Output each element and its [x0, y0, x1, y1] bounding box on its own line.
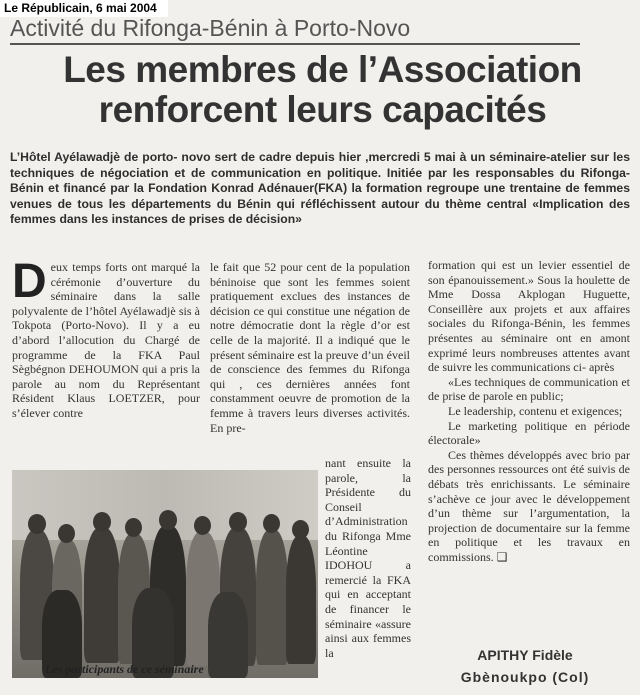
photo-figure-head — [125, 518, 142, 537]
column-3-paragraph-3: Le leadership, contenu et exigences; — [448, 403, 623, 418]
column-3 — [428, 258, 630, 564]
kicker-title: Activité du Rifonga-Bénin à Porto-Novo — [10, 13, 580, 45]
column-1-text: eux temps forts ont marqué la cérémonie d’ouverture du séminaire dans la salle polyvalente de l’hôtel Ayélawadjè sis à Tokpota (Porto-Novo). Il y a eu d’abord l’allocution du Chargé de programme de la FKA Paul Sègbégnon DEHOUMON qui a pris la parole au nom du Représentant Résident Klaus LOETZER, pour s’élever contre — [12, 260, 200, 420]
column-3-paragraph-4: Le marketing politique en période électorale» — [428, 418, 630, 448]
photo-figure-head — [28, 514, 46, 534]
photo-figure — [286, 536, 316, 664]
column-2-text: le fait que 52 pour cent de la population béninoise que sont les femmes soient pratiquement exclues des instances de décision ce qui constitue une négation de notre démocratie dont la règle d’or est celle de la majorité. Il a indiqué que le présent séminaire est la preuve d’un éveil de conscience des femmes du Rifonga qui , ces dernières années font constamment oeuvre de promotion de la femme à travers leurs diverses activités. En pre- — [210, 260, 410, 435]
column-2-continued — [325, 456, 411, 660]
photo-figure-head — [229, 512, 247, 532]
lead-paragraph: L’Hôtel Ayélawadjè de porto- novo sert de cadre depuis hier ,mercredi 5 mai à un séminaire-atelier sur les techniques de négociation et de communication en politique. Initiée par les responsables du Rifonga-Bénin et financé par la Fondation Konrad Adénauer(FKA) la formation regroupe une trentaine de femmes venues de tous les départements du Bénin qui réfléchissent autour du thème central «Implication des femmes dans les instances de prises de décision» — [10, 150, 630, 226]
photo-figure-head — [58, 524, 75, 543]
byline — [420, 644, 630, 688]
photo-figure — [84, 528, 120, 663]
photo-figure-head — [194, 516, 211, 535]
photo-figure-head — [292, 520, 309, 539]
photo-figure — [256, 530, 288, 665]
photo-figure-head — [159, 510, 177, 530]
photo-caption: Les participants de ce séminaire — [45, 662, 204, 676]
column-1 — [12, 255, 200, 421]
source-tag: Le Républicain, 6 mai 2004 — [0, 0, 168, 17]
column-2 — [210, 260, 410, 435]
byline-second: Gbènoukpo (Col) — [460, 669, 590, 685]
photo-figure-head — [93, 512, 111, 532]
column-3-paragraph-1: formation qui est un levier essentiel de son épanouissement.» Sous la houlette de Mme Dossa Akplogan Huguette, Conseillère aux projets et aux affaires sociales du Rifonga-Bénin, les femmes présentes au séminaire ont en amont exprimé leurs nombreuses attentes avant de suivre les communications ci- après — [428, 258, 630, 375]
drop-cap: D — [12, 255, 47, 308]
photo-figure-head — [263, 514, 280, 533]
column-2-text-b: nant ensuite la parole, la Présidente du Conseil d’Administration du Rifonga Mme Léontine IDOHOU a remercié la FKA qui en acceptant de financer le séminaire «assure ainsi aux femmes la — [325, 456, 411, 660]
group-photo — [12, 470, 318, 678]
column-3-paragraph-5: Ces thèmes développés avec brio par des personnes ressources ont été suivis de débats très enrichissants. Le séminaire s’achève ce jour avec le développement d’un thème sur l’argumentation, la projection de documentaire sur la femme en politique et les travaux en commissions. ❑ — [428, 447, 630, 564]
headline: Les membres de l’Association renforcent leurs capacités — [63, 49, 582, 130]
column-3-paragraph-2: «Les techniques de communication et de prise de parole en public; — [428, 374, 630, 404]
byline-name: APITHY Fidèle — [477, 647, 573, 663]
